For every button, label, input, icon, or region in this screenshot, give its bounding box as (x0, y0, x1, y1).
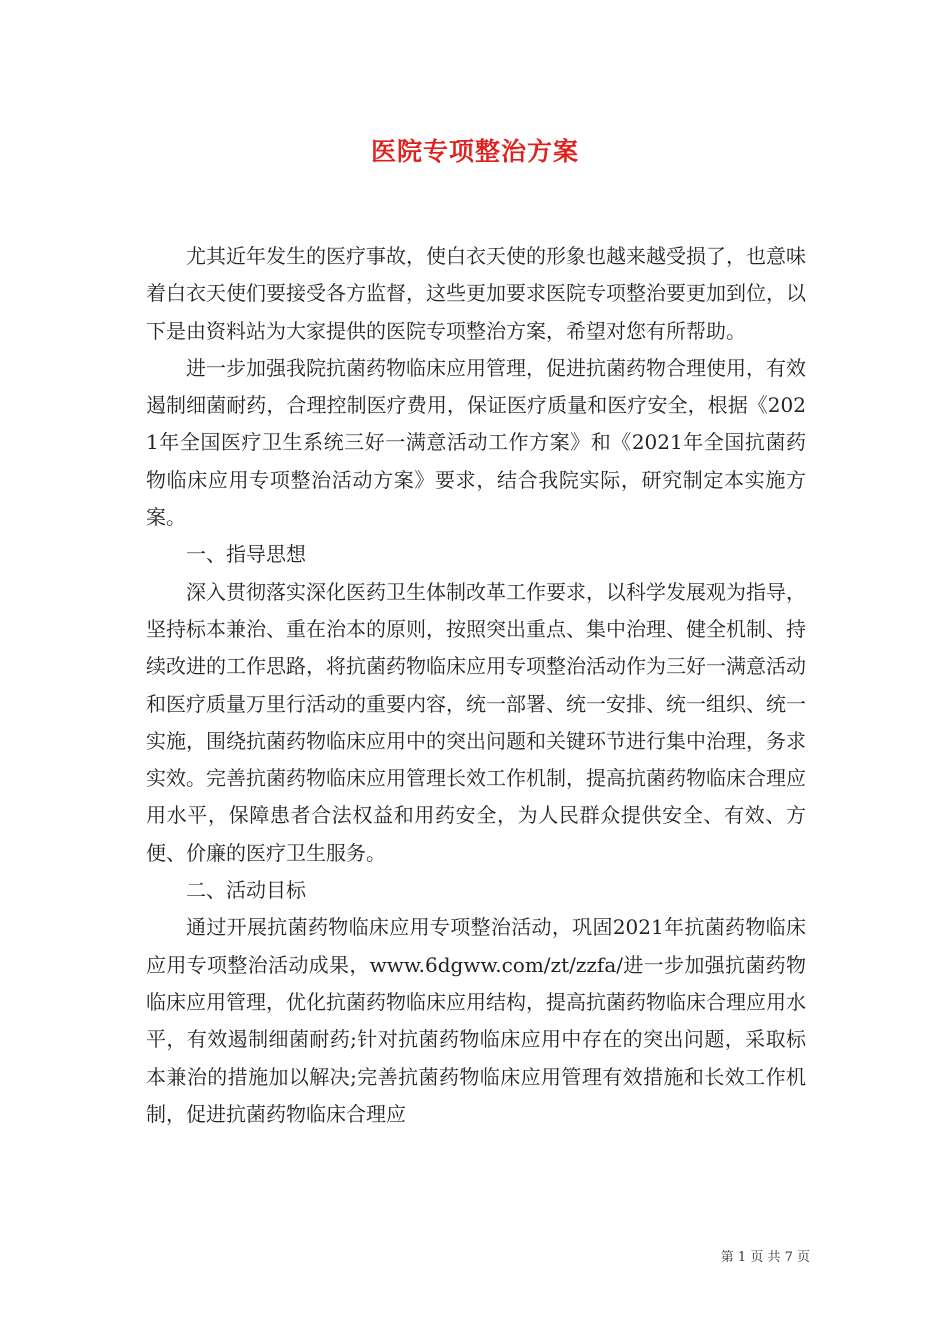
section-heading-activity-goals: 二、活动目标 (186, 878, 306, 903)
document-title: 医院专项整治方案 (370, 137, 579, 166)
document-body (146, 238, 806, 1133)
paragraph-purpose: 进一步加强我院抗菌药物临床应用管理，促进抗菌药物合理使用，有效遏制细菌耐药，合理控制医疗费用，保证医疗质量和医疗安全，根据《2021年全国医疗卫生系统三好一满意活动工作方案》和《2021年全国抗菌药物临床应用专项整治活动方案》要求，结合我院实际，研究制定本实施方案。 (146, 355, 806, 530)
section-heading-guiding-ideology: 一、指导思想 (186, 542, 306, 567)
paragraph-intro: 尤其近年发生的医疗事故，使白衣天使的形象也越来越受损了，也意味着白衣天使们要接受各方监督，这些更加要求医院专项整治要更加到位，以下是由资料站为大家提供的医院专项整治方案，希望对您有所帮助。 (146, 244, 806, 343)
paragraph-activity-goals: 通过开展抗菌药物临床应用专项整治活动，巩固2021年抗菌药物临床应用专项整治活动成果，www.6dgww.com/zt/zzfa/进一步加强抗菌药物临床应用管理，优化抗菌药物临床应用结构，提高抗菌药物临床合理应用水平，有效遏制细菌耐药;针对抗菌药物临床应用中存在的突出问题，采取标本兼治的措施加以解决;完善抗菌药物临床应用管理有效措施和长效工作机制，促进抗菌药物临床合理应 (146, 915, 806, 1126)
page-number: 第 1 页 共 7 页 (720, 1250, 810, 1265)
paragraph-guiding-ideology: 深入贯彻落实深化医药卫生体制改革工作要求，以科学发展观为指导，坚持标本兼治、重在治本的原则，按照突出重点、集中治理、健全机制、持续改进的工作思路，将抗菌药物临床应用专项整治活动作为三好一满意活动和医疗质量万里行活动的重要内容，统一部署、统一安排、统一组织、统一实施，围绕抗菌药物临床应用中的突出问题和关键环节进行集中治理，务求实效。完善抗菌药物临床应用管理长效工作机制，提高抗菌药物临床合理应用水平，保障患者合法权益和用药安全，为人民群众提供安全、有效、方便、价廉的医疗卫生服务。 (146, 579, 806, 865)
